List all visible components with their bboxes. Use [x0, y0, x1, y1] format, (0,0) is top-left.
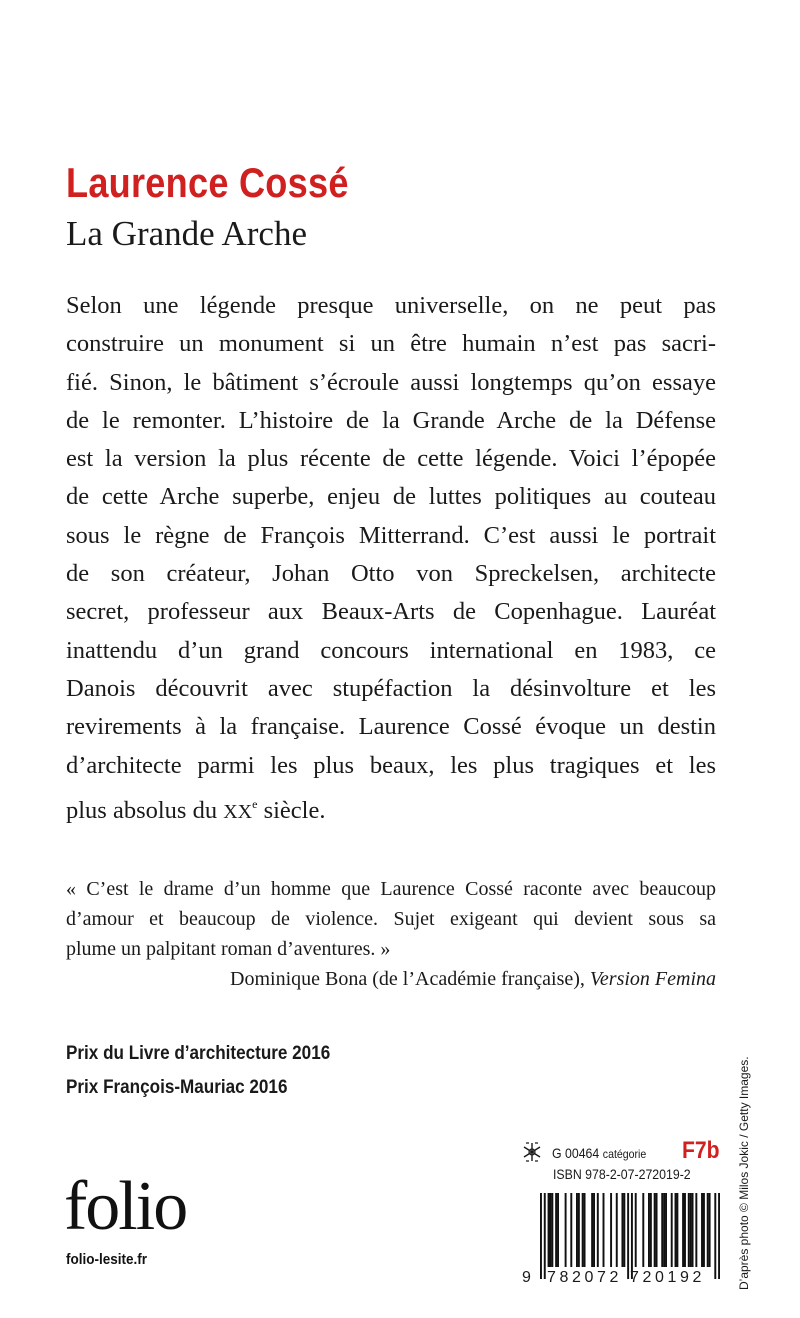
barcode-bar — [671, 1193, 673, 1267]
barcode — [522, 1193, 722, 1289]
barcode-bar — [642, 1193, 644, 1267]
barcode-bar — [591, 1193, 593, 1267]
barcode-bar — [682, 1193, 684, 1267]
barcode-bar — [690, 1193, 692, 1267]
barcode-first-digit: 9 — [522, 1269, 531, 1286]
review-source — [66, 964, 716, 994]
barcode-bar — [692, 1193, 694, 1267]
barcode-bar — [663, 1193, 665, 1267]
review-author: Dominique Bona (de l’Académie française), — [230, 968, 590, 990]
book-title: La Grande Arche — [66, 214, 307, 253]
press-review — [66, 874, 716, 994]
blurb-line: inattendu d’un grand concours international en 1983, ce — [66, 636, 716, 664]
barcode-left-digits: 782072 — [547, 1269, 622, 1286]
blurb-line: Danois découvrit avec stupéfaction la désinvolture et les — [66, 674, 716, 702]
barcode-bar — [635, 1193, 637, 1267]
barcode-bar — [603, 1193, 605, 1267]
barcode-bar — [661, 1193, 663, 1267]
barcode-bar — [701, 1193, 703, 1267]
prize-1: Prix du Livre d’architecture 2016 — [66, 1043, 331, 1064]
barcode-bar — [544, 1193, 546, 1279]
barcode-right-digits: 720192 — [630, 1269, 705, 1286]
catalog-code: G 00464 — [552, 1145, 600, 1161]
century-superscript: e — [252, 796, 258, 811]
barcode-bar — [570, 1193, 572, 1267]
catalog-row — [520, 1137, 720, 1167]
blurb-line: d’architecte parmi les plus beaux, les plus tragiques et les — [66, 751, 716, 779]
category-code: F7b — [682, 1137, 720, 1164]
isbn: ISBN 978-2-07-272019-2 — [553, 1166, 691, 1182]
blurb-last-end: siècle. — [257, 796, 326, 824]
barcode-bar — [576, 1193, 578, 1267]
barcode-bar — [665, 1193, 667, 1267]
review-line: « C’est le drame d’un homme que Laurence Cossé raconte avec beaucoup — [66, 878, 716, 900]
catalog-code-group — [552, 1145, 646, 1161]
blurb — [66, 287, 716, 831]
blurb-line: construire un monument si un être humain n’est pas sacri- — [66, 330, 716, 358]
category-label: catégorie — [602, 1147, 647, 1161]
barcode-bar — [584, 1193, 586, 1267]
ornament-icon — [520, 1141, 544, 1168]
barcode-bar — [676, 1193, 678, 1267]
publisher-website: folio-lesite.fr — [66, 1251, 148, 1268]
barcode-bar — [695, 1193, 697, 1267]
barcode-bar — [631, 1193, 633, 1279]
barcode-bar — [578, 1193, 580, 1267]
barcode-bar — [675, 1193, 677, 1267]
barcode-bar — [709, 1193, 711, 1267]
barcode-bar — [540, 1193, 542, 1279]
barcode-bar — [650, 1193, 652, 1267]
review-line: plume un palpitant roman d’aventures. » — [66, 938, 391, 960]
blurb-line: est la version la plus récente de cette légende. Voici l’épopée — [66, 445, 716, 473]
barcode-bar — [610, 1193, 612, 1267]
barcode-bar — [623, 1193, 625, 1267]
barcode-bar — [565, 1193, 567, 1267]
barcode-bar — [684, 1193, 686, 1267]
barcode-bar — [707, 1193, 709, 1267]
review-line: d’amour et beaucoup de violence. Sujet exigeant qui devient sous sa — [66, 908, 716, 930]
blurb-line: sous le règne de François Mitterrand. C’est aussi le portrait — [66, 521, 716, 549]
blurb-line: de cette Arche superbe, enjeu de luttes politiques au couteau — [66, 483, 716, 511]
blurb-line: de le remonter. L’histoire de la Grande Arche de la Défense — [66, 406, 716, 434]
blurb-line: Selon une légende presque universelle, on ne peut pas — [66, 292, 716, 319]
author-name: Laurence Cossé — [66, 159, 349, 206]
blurb-line: de son créateur, Johan Otto von Spreckelsen, architecte — [66, 560, 716, 588]
blurb-line: revirements à la française. Laurence Cossé évoque un destin — [66, 713, 716, 741]
barcode-bar — [593, 1193, 595, 1267]
blurb-last-line — [66, 785, 716, 831]
barcode-bar — [621, 1193, 623, 1267]
publisher-logo: folio — [64, 1168, 187, 1245]
blurb-line: fié. Sinon, le bâtiment s’écroule aussi longtemps qu’on essaye — [66, 368, 716, 396]
barcode-bar — [714, 1193, 716, 1279]
barcode-bar — [654, 1193, 656, 1267]
photo-credit: D’après photo © Milos Jokic / Getty Images. — [737, 1056, 751, 1290]
barcode-bar — [551, 1193, 553, 1267]
review-publication: Version Femina — [589, 968, 716, 990]
barcode-bar — [557, 1193, 559, 1267]
barcode-bar — [616, 1193, 618, 1267]
barcode-bar — [656, 1193, 658, 1267]
century-numeral: XX — [223, 800, 253, 823]
prize-2: Prix François-Mauriac 2016 — [66, 1077, 288, 1098]
barcode-bars — [540, 1193, 720, 1279]
blurb-line: secret, professeur aux Beaux-Arts de Copenhague. Lauréat — [66, 598, 716, 626]
blurb-last-start: plus absolus du — [66, 796, 224, 824]
barcode-bar — [688, 1193, 690, 1267]
barcode-bar — [703, 1193, 705, 1267]
barcode-bar — [548, 1193, 550, 1267]
barcode-bar — [582, 1193, 584, 1267]
barcode-bar — [627, 1193, 629, 1279]
barcode-bar — [718, 1193, 720, 1279]
barcode-bar — [549, 1193, 551, 1267]
barcode-bar — [648, 1193, 650, 1267]
barcode-bar — [555, 1193, 557, 1267]
barcode-bar — [597, 1193, 599, 1267]
